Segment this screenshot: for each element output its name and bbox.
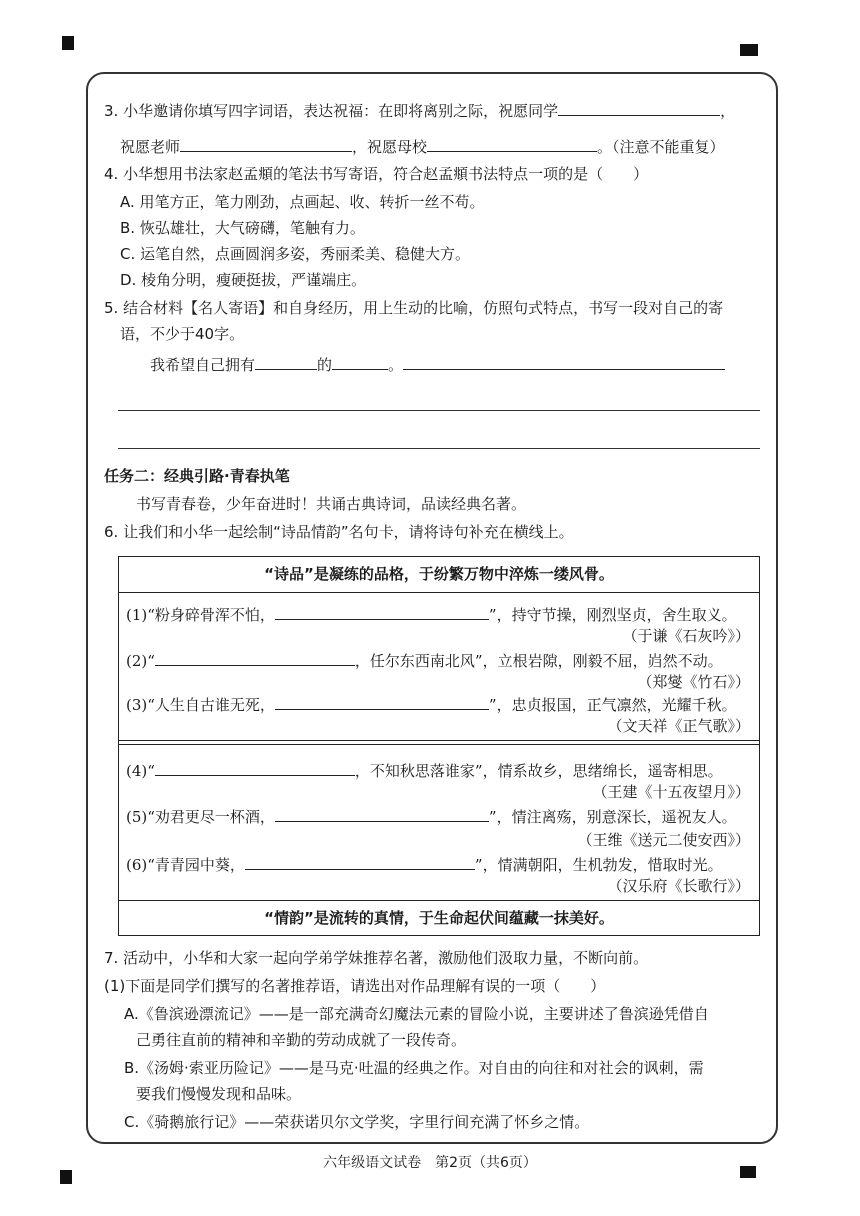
q6-item-3-post: ”，忠贞报国，正气凛然，光耀千秋。 — [488, 696, 737, 714]
task2-intro: 书写青春卷，少年奋进时！共诵古典诗词，品读经典名著。 — [136, 495, 527, 513]
q6-source-5: （王维《送元二使安西》） — [577, 831, 750, 849]
q5-stem-line2: 语，不少于40字。 — [120, 325, 245, 343]
q6-item-6-pre: (6)“青青园中葵， — [126, 856, 245, 874]
q7-option-c[interactable]: C.《骑鹅旅行记》——荣获诺贝尔文学奖，字里行间充满了怀乡之情。 — [124, 1113, 590, 1131]
q6-item-2 — [126, 650, 723, 671]
q3-comma: ， — [720, 102, 736, 120]
q3-school-label: ，祝愿母校 — [352, 138, 428, 156]
q5-blank-2[interactable] — [332, 354, 388, 370]
q5-blank-1[interactable] — [255, 354, 317, 370]
q3-blank-classmates[interactable] — [558, 100, 720, 116]
q6-blank-2[interactable] — [155, 650, 355, 666]
q4-option-d[interactable]: D. 棱角分明，瘦硬挺拔，严谨端庄。 — [120, 271, 367, 289]
q5-frame-mid: 的 — [317, 356, 333, 374]
q6-item-3 — [126, 694, 737, 715]
q7-stem: 7. 活动中，小华和大家一起向学弟学妹推荐名著，激励他们汲取力量，不断向前。 — [104, 949, 649, 967]
q7-option-b-line2: 要我们慢慢发现和品味。 — [136, 1085, 302, 1103]
q6-item-4-post: ，不知秋思落谁家”，情系故乡，思绪绵长，遥寄相思。 — [354, 762, 723, 780]
q6-item-4 — [126, 760, 723, 781]
q6-source-3: （文天祥《正气歌》） — [607, 717, 750, 735]
q6-item-6-post: ”，情满朝阳，生机勃发，惜取时光。 — [474, 856, 723, 874]
q3-line1 — [104, 100, 735, 121]
q5-frame-end: 。 — [388, 356, 404, 374]
q7-option-a-line1[interactable]: A.《鲁滨逊漂流记》——是一部充满奇幻魔法元素的冒险小说，主要讲述了鲁滨逊凭借自 — [124, 1005, 709, 1023]
q6-divider-top — [118, 592, 760, 593]
q6-card-footer: “情韵”是流转的真情，于生命起伏间蕴藏一抹美好。 — [264, 909, 614, 927]
q5-blank-3[interactable] — [403, 354, 725, 370]
q3-teacher-label: 祝愿老师 — [120, 138, 181, 156]
q6-source-1: （于谦《石灰吟》） — [622, 627, 750, 645]
q3-note: 。（注意不能重复） — [597, 138, 725, 156]
q5-writing-line-1[interactable] — [118, 410, 760, 411]
q5-writing-line-2[interactable] — [118, 448, 760, 449]
q6-item-2-post: ，任尔东西南北风”，立根岩隙，刚毅不屈，岿然不动。 — [354, 652, 723, 670]
q6-blank-3[interactable] — [275, 694, 489, 710]
q6-source-2: （郑燮《竹石》） — [637, 673, 750, 691]
q6-divider-middle-1 — [118, 740, 760, 741]
q6-divider-bottom — [118, 900, 760, 901]
q3-stem: 3. 小华邀请你填写四字词语，表达祝福：在即将离别之际，祝愿同学 — [104, 102, 559, 120]
q6-item-6 — [126, 854, 723, 875]
q5-frame-pre: 我希望自己拥有 — [150, 356, 256, 374]
registration-mark-top-left — [62, 36, 74, 50]
q7-option-a-line2: 己勇往直前的精神和辛勤的劳动成就了一段传奇。 — [136, 1031, 467, 1049]
q4-option-c[interactable]: C. 运笔自然，点画圆润多姿，秀丽柔美、稳健大方。 — [120, 245, 471, 263]
q4-option-a[interactable]: A. 用笔方正，笔力刚劲，点画起、收、转折一丝不苟。 — [120, 193, 485, 211]
q7-sub-question: (1)下面是同学们撰写的名著推荐语，请选出对作品理解有误的一项（ ） — [104, 977, 606, 995]
q6-item-5 — [126, 806, 737, 827]
page-footer: 六年级语文试卷 第2页（共6页） — [323, 1155, 537, 1171]
q6-source-4: （王建《十五夜望月》） — [592, 783, 750, 801]
q6-item-1-pre: (1)“粉身碎骨浑不怕， — [126, 606, 275, 624]
q6-item-2-pre: (2)“ — [126, 652, 155, 670]
q4-stem: 4. 小华想用书法家赵孟頫的笔法书写寄语，符合赵孟頫书法特点一项的是（ ） — [104, 165, 649, 183]
q7-option-b-line1[interactable]: B.《汤姆·索亚历险记》——是马克·吐温的经典之作。对自由的向往和对社会的讽刺，需 — [124, 1059, 704, 1077]
q5-sentence-frame — [150, 354, 725, 375]
q6-blank-4[interactable] — [155, 760, 355, 776]
task2-title: 任务二：经典引路·青春执笔 — [104, 467, 290, 485]
q4-option-b[interactable]: B. 恢弘雄壮，大气磅礴，笔触有力。 — [120, 219, 365, 237]
q3-blank-school[interactable] — [427, 136, 597, 152]
q6-source-6: （汉乐府《长歌行》） — [607, 877, 750, 895]
q3-line2 — [120, 136, 725, 157]
q6-item-5-post: ”，情注离殇，别意深长，遥祝友人。 — [488, 808, 737, 826]
q3-blank-teacher[interactable] — [180, 136, 352, 152]
q6-item-1 — [126, 604, 737, 625]
q6-item-5-pre: (5)“劝君更尽一杯酒， — [126, 808, 275, 826]
q6-card-header: “诗品”是凝练的品格，于纷繁万物中淬炼一缕风骨。 — [264, 565, 614, 583]
q6-stem: 6. 让我们和小华一起绘制“诗品情韵”名句卡，请将诗句补充在横线上。 — [104, 523, 574, 541]
q6-divider-middle-2 — [118, 744, 760, 745]
q5-stem-line1: 5. 结合材料【名人寄语】和自身经历，用上生动的比喻，仿照句式特点，书写一段对自己的寄 — [104, 299, 724, 317]
q6-item-3-pre: (3)“人生自古谁无死， — [126, 696, 275, 714]
q6-blank-6[interactable] — [245, 854, 475, 870]
q6-blank-5[interactable] — [275, 806, 489, 822]
registration-mark-bottom-left — [60, 1170, 72, 1184]
q6-item-1-post: ”，持守节操，刚烈坚贞，舍生取义。 — [488, 606, 737, 624]
q6-item-4-pre: (4)“ — [126, 762, 155, 780]
registration-mark-top-right — [740, 44, 758, 56]
q6-blank-1[interactable] — [275, 604, 489, 620]
